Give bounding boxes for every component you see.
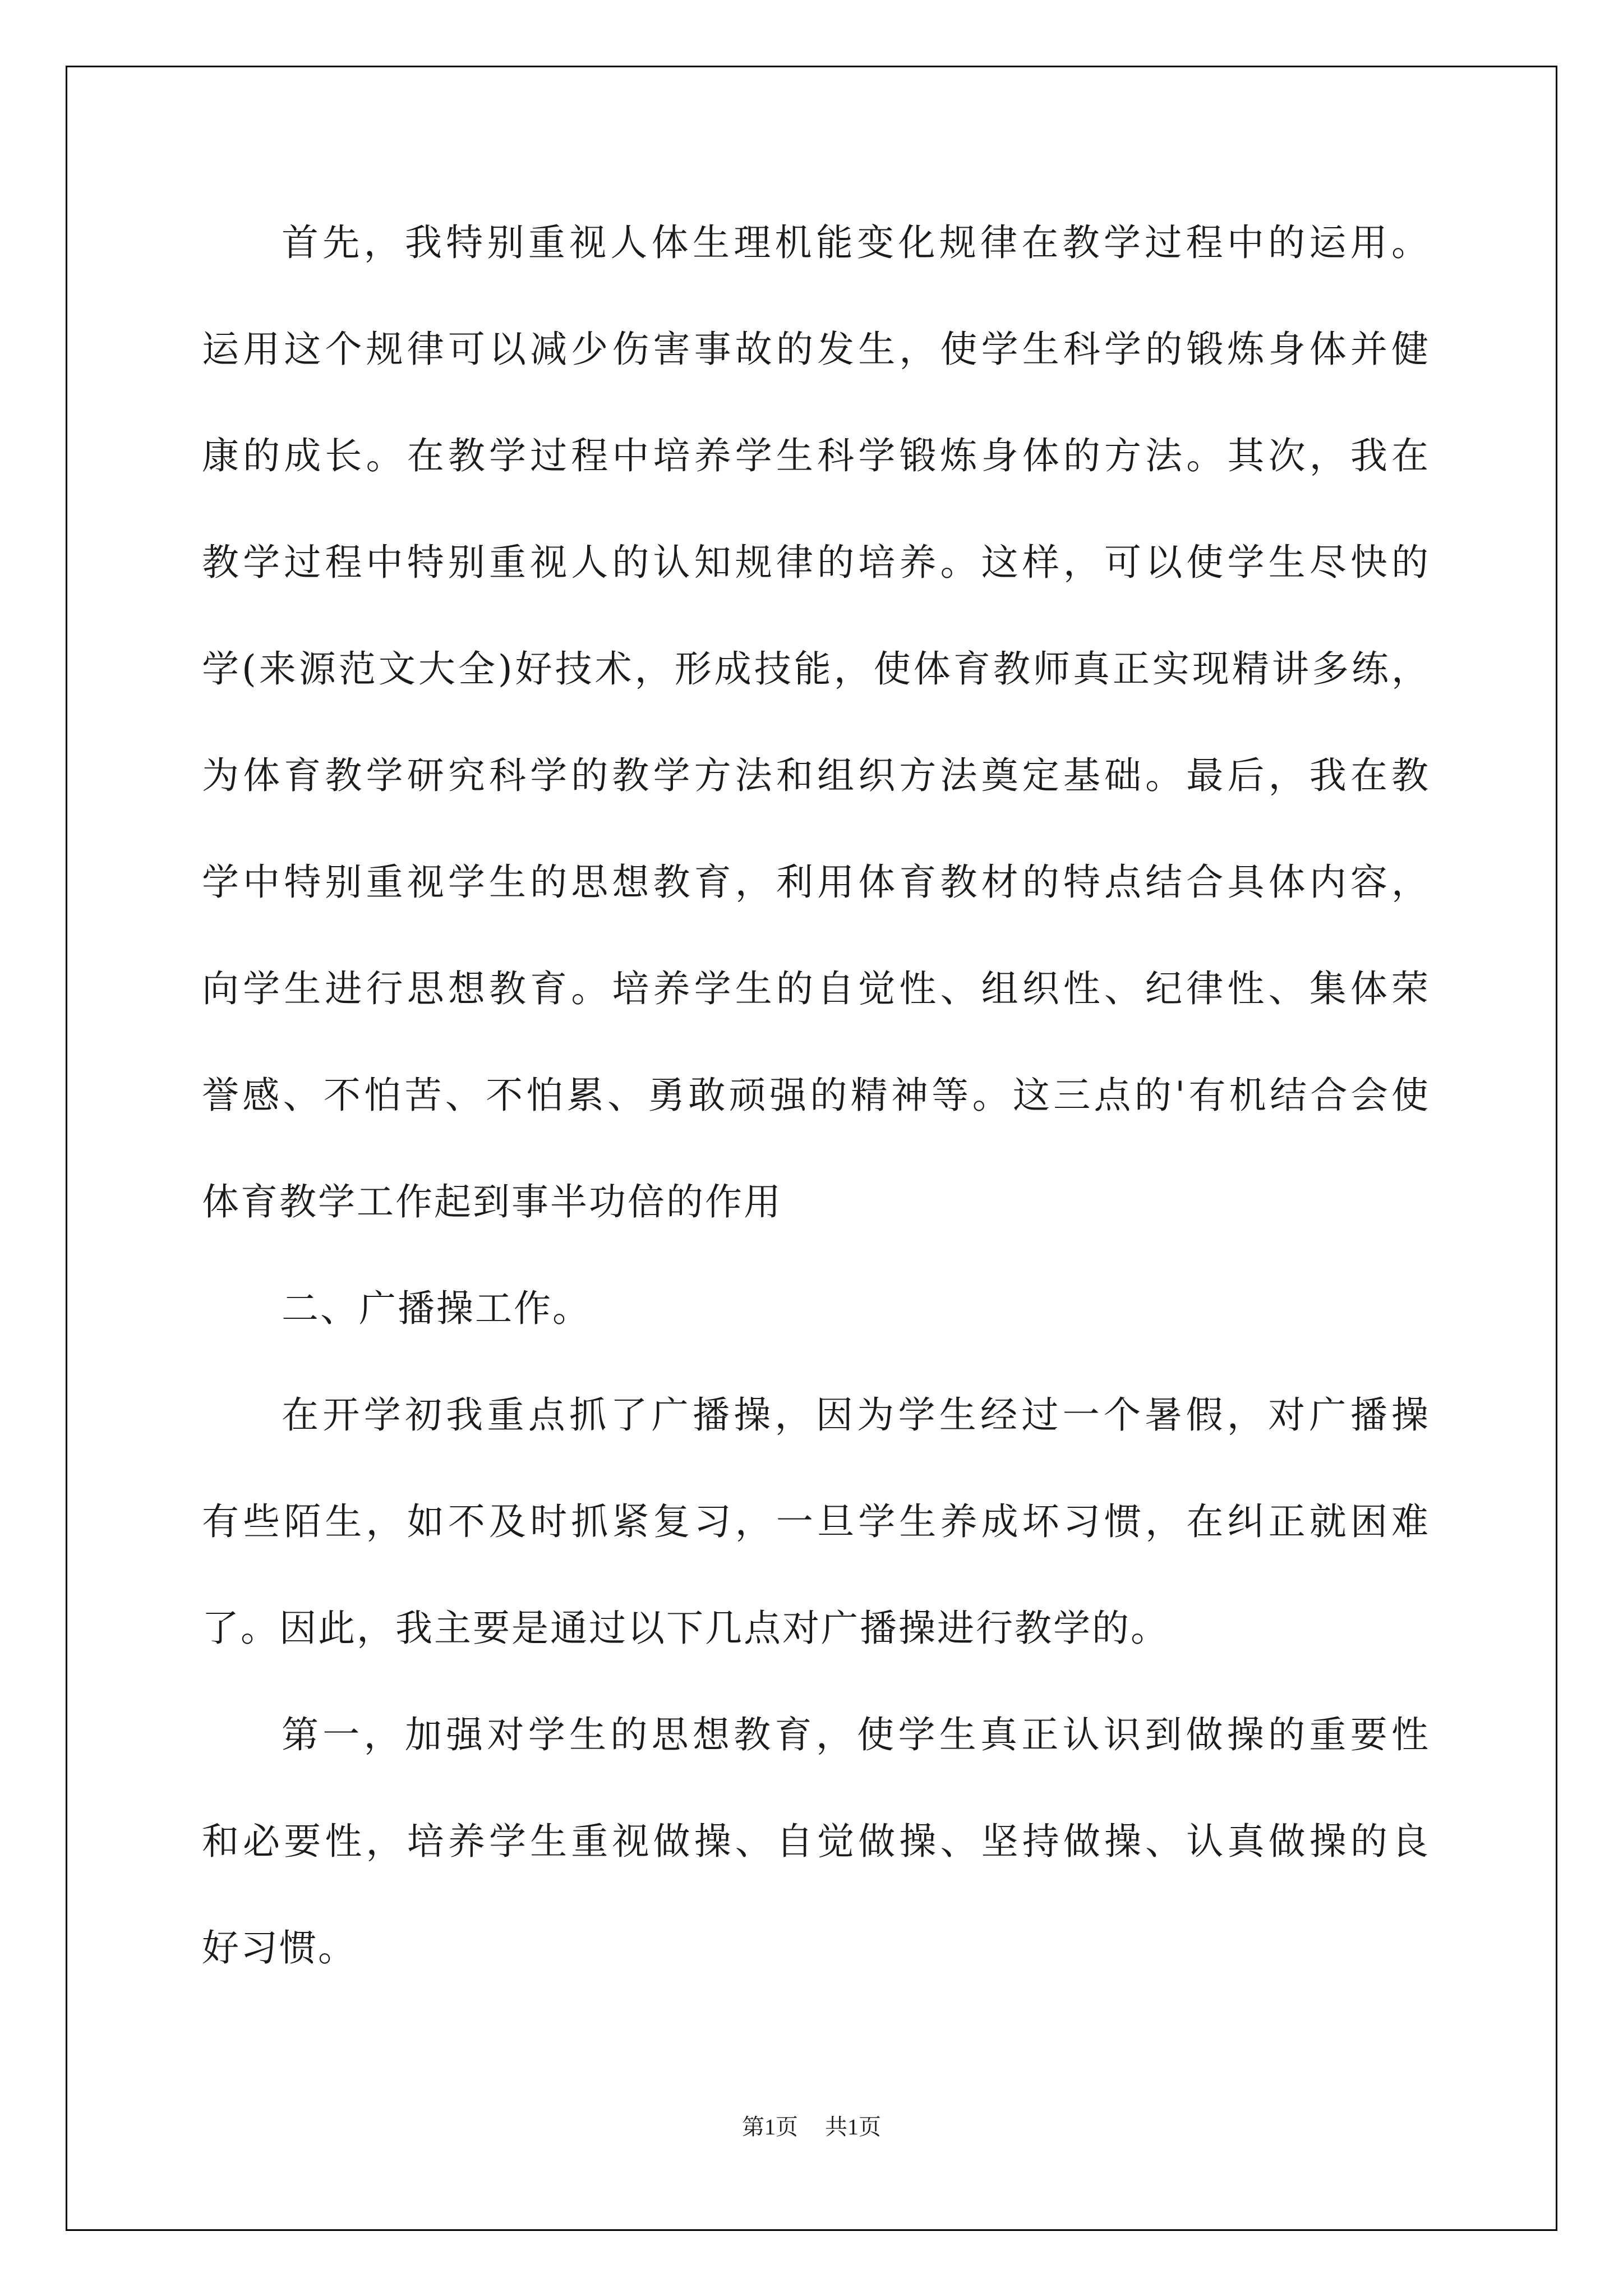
paragraph-line: 在开学初我重点抓了广播操，因为学生经过一个暑假，对广播操 <box>282 1393 1430 1437</box>
page-total: 共1页 <box>825 2114 881 2139</box>
paragraph-line: 为体育教学研究科学的教学方法和组织方法奠定基础。最后，我在教 <box>202 754 1430 797</box>
document-body <box>202 212 1430 2024</box>
page-footer <box>0 2110 1623 2144</box>
page-number: 第1页 <box>742 2114 798 2139</box>
paragraph-line: 运用这个规律可以减少伤害事故的发生，使学生科学的锻炼身体并健 <box>202 328 1430 371</box>
paragraph-line: 好习惯。 <box>202 1926 357 1970</box>
paragraph-line: 学中特别重视学生的思想教育，利用体育教材的特点结合具体内容， <box>202 861 1430 904</box>
paragraph-line: 学(来源范文大全)好技术，形成技能，使体育教师真正实现精讲多练， <box>202 647 1430 691</box>
paragraph-line: 体育教学工作起到事半功倍的作用 <box>202 1180 782 1223</box>
paragraph-line: 和必要性，培养学生重视做操、自觉做操、坚持做操、认真做操的良 <box>202 1820 1430 1863</box>
paragraph-line: 誉感、不怕苦、不怕累、勇敢顽强的精神等。这三点的'有机结合会使 <box>202 1074 1430 1117</box>
paragraph-line: 第一，加强对学生的思想教育，使学生真正认识到做操的重要性 <box>282 1713 1430 1756</box>
paragraph-line: 向学生进行思想教育。培养学生的自觉性、组织性、纪律性、集体荣 <box>202 967 1430 1010</box>
paragraph-line: 有些陌生，如不及时抓紧复习，一旦学生养成坏习惯，在纠正就困难 <box>202 1500 1430 1543</box>
paragraph-line: 教学过程中特别重视人的认知规律的培养。这样，可以使学生尽快的 <box>202 541 1430 584</box>
paragraph-line: 首先，我特别重视人体生理机能变化规律在教学过程中的运用。 <box>282 221 1430 264</box>
section-heading: 二、广播操工作。 <box>282 1287 591 1330</box>
paragraph-line: 康的成长。在教学过程中培养学生科学锻炼身体的方法。其次，我在 <box>202 434 1430 477</box>
paragraph-line: 了。因此，我主要是通过以下几点对广播操进行教学的。 <box>202 1607 1169 1650</box>
